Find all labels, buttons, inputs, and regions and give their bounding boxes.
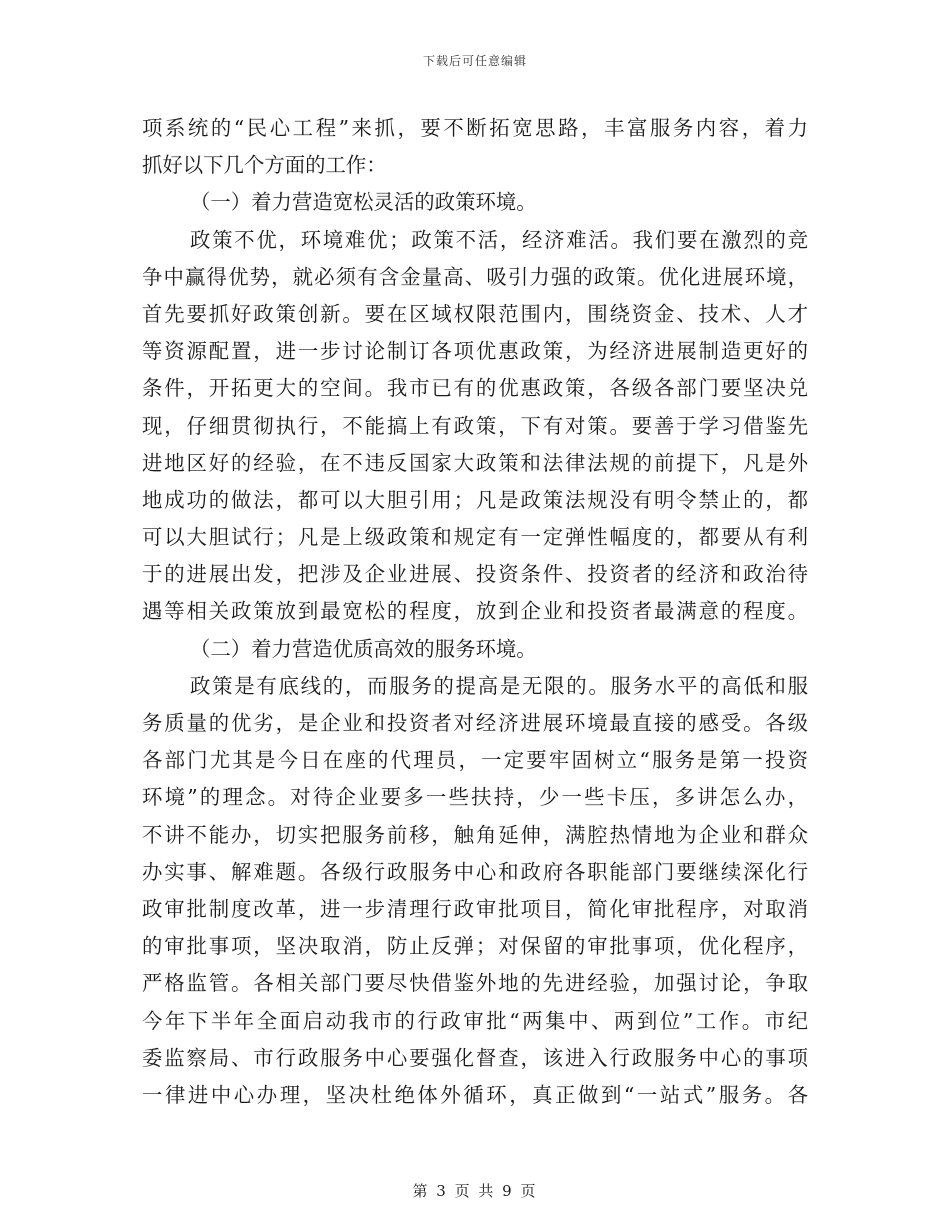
page-header-note: 下载后可任意编辑 xyxy=(422,54,527,68)
text-line: 的审批事项，坚决取消，防止反弹；对保留的审批事项，优化程序， xyxy=(142,934,808,959)
text-line: 可以大胆试行；凡是上级政策和规定有一定弹性幅度的，都要从有利 xyxy=(142,525,808,550)
page-number: 第 3 页 共 9 页 xyxy=(412,1182,538,1200)
text-line: 等资源配置，进一步讨论制订各项优惠政策，为经济进展制造更好的 xyxy=(142,339,808,364)
text-line: 抓好以下几个方面的工作： xyxy=(142,153,387,178)
text-line: 条件，开拓更大的空间。我市已有的优惠政策，各级各部门要坚决兑 xyxy=(142,376,808,401)
text-line: 务质量的优劣，是企业和投资者对经济进展环境最直接的感受。各级 xyxy=(142,711,808,735)
text-line: 现，仔细贯彻执行，不能搞上有政策，下有对策。要善于学习借鉴先 xyxy=(142,413,808,438)
text-line: 不讲不能办，切实把服务前移，触角延伸，满腔热情地为企业和群众 xyxy=(142,822,808,847)
text-line: 于的进展出发，把涉及企业进展、投资条件、投资者的经济和政治待 xyxy=(142,562,808,587)
text-line: 政审批制度改革，进一步清理行政审批项目，简化审批程序，对取消 xyxy=(142,896,808,921)
section-heading-2: （二）着力营造优质高效的服务环境。 xyxy=(190,636,537,661)
paragraph-first-line: 政策是有底线的，而服务的提高是无限的。服务水平的高低和服 xyxy=(190,673,808,698)
text-line: 地成功的做法，都可以大胆引用；凡是政策法规没有明令禁止的，都 xyxy=(142,487,808,512)
text-line: 遇等相关政策放到最宽松的程度，放到企业和投资者最满意的程度。 xyxy=(142,599,808,624)
text-line: 各部门尤其是今日在座的代理员，一定要牢固树立“服务是第一投资 xyxy=(142,748,808,773)
text-line: 项系统的“民心工程”来抓，要不断拓宽思路，丰富服务内容，着力 xyxy=(142,116,808,140)
text-line: 一律进中心办理，坚决杜绝体外循环，真正做到“一站式”服务。各 xyxy=(142,1082,808,1107)
text-line: 首先要抓好政策创新。要在区域权限范围内，围绕资金、技术、人才 xyxy=(142,301,808,326)
text-line: 办实事、解难题。各级行政服务中心和政府各职能部门要继续深化行 xyxy=(142,859,808,884)
paragraph-first-line: 政策不优，环境难优；政策不活，经济难活。我们要在激烈的竞 xyxy=(190,227,808,252)
text-line: 争中赢得优势，就必须有含金量高、吸引力强的政策。优化进展环境， xyxy=(142,264,808,289)
text-line: 进地区好的经验，在不违反国家大政策和法律法规的前提下，凡是外 xyxy=(142,450,808,475)
text-line: 严格监管。各相关部门要尽快借鉴外地的先进经验，加强讨论，争取 xyxy=(142,971,808,996)
document-body xyxy=(142,110,808,1114)
text-line: 环境”的理念。对待企业要多一些扶持，少一些卡压，多讲怎么办， xyxy=(142,785,808,810)
text-line: 今年下半年全面启动我市的行政审批“两集中、两到位”工作。市纪 xyxy=(142,1008,808,1033)
section-heading-1: （一）着力营造宽松灵活的政策环境。 xyxy=(190,190,537,215)
text-line: 委监察局、市行政服务中心要强化督查，该进入行政服务中心的事项 xyxy=(142,1045,808,1070)
